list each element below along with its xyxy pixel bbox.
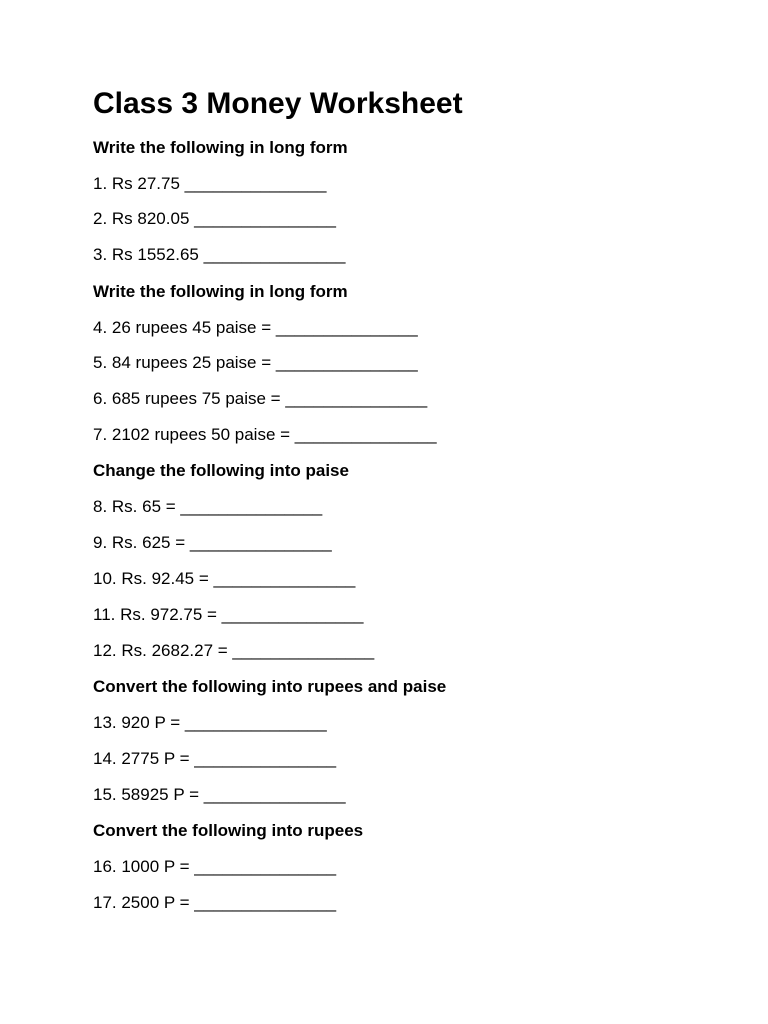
section-heading: Change the following into paise: [93, 461, 349, 480]
question-item: 12. Rs. 2682.27 = _______________: [93, 641, 375, 660]
section-heading: Convert the following into rupees and paise: [93, 677, 447, 696]
section-heading: Write the following in long form: [93, 138, 348, 157]
question-item: 14. 2775 P = _______________: [93, 749, 337, 768]
question-item: 3. Rs 1552.65 _______________: [93, 245, 346, 264]
question-item: 7. 2102 rupees 50 paise = _______________: [93, 425, 437, 444]
question-item: 11. Rs. 972.75 = _______________: [93, 605, 364, 624]
page-title: Class 3 Money Worksheet: [93, 87, 463, 120]
question-item: 8. Rs. 65 = _______________: [93, 497, 323, 516]
question-item: 1. Rs 27.75 _______________: [93, 174, 327, 193]
question-item: 6. 685 rupees 75 paise = _______________: [93, 389, 428, 408]
question-item: 17. 2500 P = _______________: [93, 893, 337, 912]
question-item: 4. 26 rupees 45 paise = _______________: [93, 318, 418, 337]
question-item: 13. 920 P = _______________: [93, 713, 327, 732]
question-item: 2. Rs 820.05 _______________: [93, 209, 336, 228]
question-item: 15. 58925 P = _______________: [93, 785, 346, 804]
question-item: 10. Rs. 92.45 = _______________: [93, 569, 356, 588]
section-heading: Write the following in long form: [93, 282, 348, 301]
section-heading: Convert the following into rupees: [93, 821, 364, 840]
question-item: 16. 1000 P = _______________: [93, 857, 337, 876]
question-item: 9. Rs. 625 = _______________: [93, 533, 332, 552]
question-item: 5. 84 rupees 25 paise = _______________: [93, 353, 418, 372]
